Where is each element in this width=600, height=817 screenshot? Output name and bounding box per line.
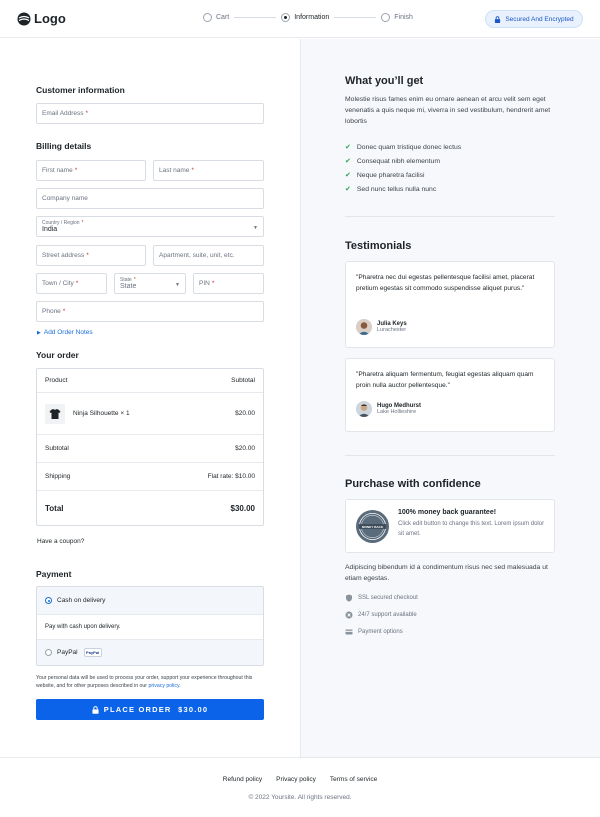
bullet-label: Neque pharetra facilisi [356, 171, 425, 179]
what-you-get-title: What you’ll get [345, 75, 424, 87]
support-icon [345, 611, 353, 619]
avatar [356, 401, 372, 417]
shipping-value: Flat rate: $10.00 [207, 473, 255, 480]
footer-links [0, 776, 600, 783]
logo-text: Logo [34, 11, 66, 26]
required-mark: * [191, 167, 194, 174]
payment-methods [36, 586, 264, 666]
step-circle-icon [281, 13, 290, 22]
footer-link-refund[interactable]: Refund policy [222, 776, 263, 783]
testimonial-card [345, 358, 555, 432]
testimonial-quote: "Pharetra nec dui egestas pellentesque facilisi amet, placerat pretium egestas sit commodo suspendisse aliquet purus." [356, 274, 535, 293]
step-label: Information [294, 14, 330, 21]
add-notes-label: Add Order Notes [43, 329, 93, 336]
col-subtotal: Subtotal [231, 377, 255, 384]
place-order-button[interactable] [36, 699, 264, 720]
check-icon: ✔ [345, 186, 351, 193]
footer [0, 757, 600, 817]
cod-label: Cash on delivery [57, 597, 106, 604]
total-value: $30.00 [230, 503, 255, 513]
divider [345, 455, 555, 456]
payment-option-cod[interactable] [37, 587, 263, 614]
bullet-label: Consequat nibh elementum [356, 157, 441, 165]
footer-link-terms[interactable]: Terms of service [329, 776, 378, 783]
author-name: Julia Keys [377, 321, 407, 327]
guarantee-title: 100% money back guarantee! [398, 509, 497, 516]
country-value: India [42, 226, 58, 233]
pin-field[interactable] [193, 273, 264, 294]
author-location: Lake Hollieshire [377, 409, 417, 415]
billing-title: Billing details [36, 141, 92, 151]
list-item [345, 171, 425, 179]
trust-item [345, 611, 417, 619]
bullet-label: Sed nunc tellus nulla nunc [356, 185, 437, 193]
list-item [345, 143, 461, 151]
state-select[interactable] [114, 273, 186, 294]
divider [345, 216, 555, 217]
footer-link-privacy[interactable]: Privacy policy [276, 776, 316, 783]
pin-placeholder: PIN [199, 280, 210, 287]
required-mark: * [133, 277, 136, 283]
checkout-steps [203, 13, 413, 22]
privacy-notice [36, 675, 268, 691]
required-mark: * [74, 167, 78, 174]
shipping-label: Shipping [45, 473, 71, 480]
money-back-seal-icon [355, 509, 390, 544]
bullet-label: Donec quam tristique donec lectus [356, 143, 462, 151]
confidence-title: Purchase with confidence [345, 478, 481, 490]
customer-info-title: Customer information [36, 85, 125, 95]
tshirt-icon [49, 408, 61, 420]
required-mark: * [62, 308, 66, 315]
radio-unselected-icon[interactable] [45, 649, 52, 656]
author-info [377, 403, 421, 415]
testimonial-quote: "Pharetra aliquam fermentum, feugiat egestas aliquam quam proin nulla auctor pellentesque." [356, 371, 534, 390]
apartment-field[interactable] [153, 245, 264, 266]
subtotal-label: Subtotal [45, 445, 69, 452]
step-label: Finish [394, 14, 413, 21]
chevron-down-icon: ▼ [175, 282, 180, 288]
last-name-placeholder: Last name [159, 167, 190, 174]
avatar [356, 319, 372, 335]
logo-icon [17, 12, 31, 26]
what-you-get-desc: Molestie risus fames enim eu ornare aenean et arcu velit sem eget venenatis a quis neque mi, viverra in sed vestibulum, hendrerit amet lobortis [345, 96, 551, 125]
country-label-text: Country / Region [42, 220, 80, 226]
card-icon [345, 628, 353, 636]
secure-badge [485, 10, 583, 28]
product-thumbnail [45, 404, 65, 424]
phone-placeholder: Phone [42, 308, 61, 315]
paypal-logo: PayPal [84, 648, 102, 657]
total-row [37, 491, 263, 525]
shield-icon [345, 594, 353, 602]
first-name-field[interactable] [36, 160, 146, 181]
first-name-placeholder: First name [42, 167, 73, 174]
payment-title: Payment [36, 569, 72, 579]
secure-badge-label: Secured And Encrypted [505, 15, 574, 23]
radio-selected-icon[interactable] [45, 597, 52, 604]
table-header-row [37, 369, 263, 393]
testimonials-title: Testimonials [345, 240, 412, 252]
trust-item [345, 628, 403, 636]
lock-icon [92, 706, 99, 714]
order-table [36, 368, 264, 526]
list-item [345, 157, 440, 165]
payment-option-paypal[interactable] [37, 640, 263, 665]
table-row [37, 393, 263, 435]
shipping-row [37, 463, 263, 491]
add-order-notes-link[interactable] [37, 329, 93, 336]
step-connector [334, 17, 376, 18]
subtotal-value: $20.00 [235, 445, 255, 452]
company-placeholder: Company name [42, 195, 88, 202]
logo[interactable] [17, 11, 66, 26]
place-order-label: PLACE ORDER $30.00 [103, 705, 209, 714]
privacy-policy-link[interactable]: privacy policy [148, 682, 180, 689]
required-mark: * [81, 220, 84, 226]
guarantee-text: Click edit button to change this text. Lorem ipsum dolor sit amet. [398, 521, 545, 537]
testimonial-author [356, 401, 421, 417]
caret-right-icon: ▶ [37, 329, 41, 336]
email-field[interactable] [36, 103, 264, 124]
item-price: $20.00 [235, 410, 255, 417]
company-field[interactable] [36, 188, 264, 209]
step-information[interactable] [281, 13, 329, 22]
apartment-placeholder: Apartment, suite, unit, etc. [159, 252, 235, 259]
privacy-end: . [179, 682, 181, 689]
required-mark: * [85, 110, 89, 117]
item-name: Ninja Silhouette [73, 410, 119, 417]
street-placeholder: Street address [42, 252, 85, 259]
check-icon: ✔ [345, 144, 351, 151]
order-item [45, 404, 130, 424]
subtotal-row [37, 435, 263, 463]
state-value: State [120, 283, 137, 290]
paypal-label: PayPal [57, 649, 78, 656]
list-item [345, 185, 436, 193]
check-icon: ✔ [345, 158, 351, 165]
your-order-title: Your order [36, 350, 79, 360]
step-label: Cart [216, 14, 230, 21]
author-location: Lurachester [377, 327, 407, 333]
copyright: © 2022 Yoursite. All rights reserved. [248, 794, 352, 801]
town-placeholder: Town / City [42, 280, 74, 287]
author-info [377, 321, 407, 333]
cod-description: Pay with cash upon delivery. [37, 614, 263, 640]
have-coupon-link[interactable]: Have a coupon? [37, 538, 85, 545]
town-city-field[interactable] [36, 273, 107, 294]
state-label-text: State [120, 277, 132, 283]
last-name-field[interactable] [153, 160, 264, 181]
trust-label: 24/7 support available [358, 612, 417, 618]
step-circle-icon [203, 13, 212, 22]
author-name: Hugo Medhurst [377, 403, 421, 409]
seal-text: MONEY BACK [361, 524, 384, 529]
trust-label: SSL secured checkout [358, 595, 418, 601]
check-icon: ✔ [345, 172, 351, 179]
email-placeholder: Email Address [42, 110, 84, 117]
testimonial-author [356, 319, 407, 335]
lock-icon [494, 16, 501, 23]
step-circle-icon [381, 13, 390, 22]
phone-field[interactable] [36, 301, 264, 322]
required-mark: * [86, 252, 89, 259]
step-connector [234, 17, 276, 18]
chevron-down-icon: ▼ [253, 225, 258, 231]
trust-label: Payment options [358, 629, 403, 635]
country-select[interactable] [36, 216, 264, 237]
header [0, 0, 600, 38]
total-label: Total [45, 503, 64, 513]
testimonial-card [345, 261, 555, 348]
privacy-text: Your personal data will be used to process your order, support your experience throughout this website, and for other purposes described in our [36, 675, 253, 689]
trust-item [345, 594, 418, 602]
step-finish[interactable] [381, 13, 413, 22]
item-qty: × 1 [120, 410, 130, 417]
required-mark: * [211, 280, 215, 287]
street-address-field[interactable] [36, 245, 146, 266]
guarantee-card [345, 499, 555, 553]
col-product: Product [45, 377, 68, 384]
required-mark: * [75, 280, 79, 287]
step-cart[interactable] [203, 13, 229, 22]
confidence-desc: Adipiscing bibendum id a condimentum risus nec sed malesuada ut etiam egestas. [345, 564, 548, 582]
